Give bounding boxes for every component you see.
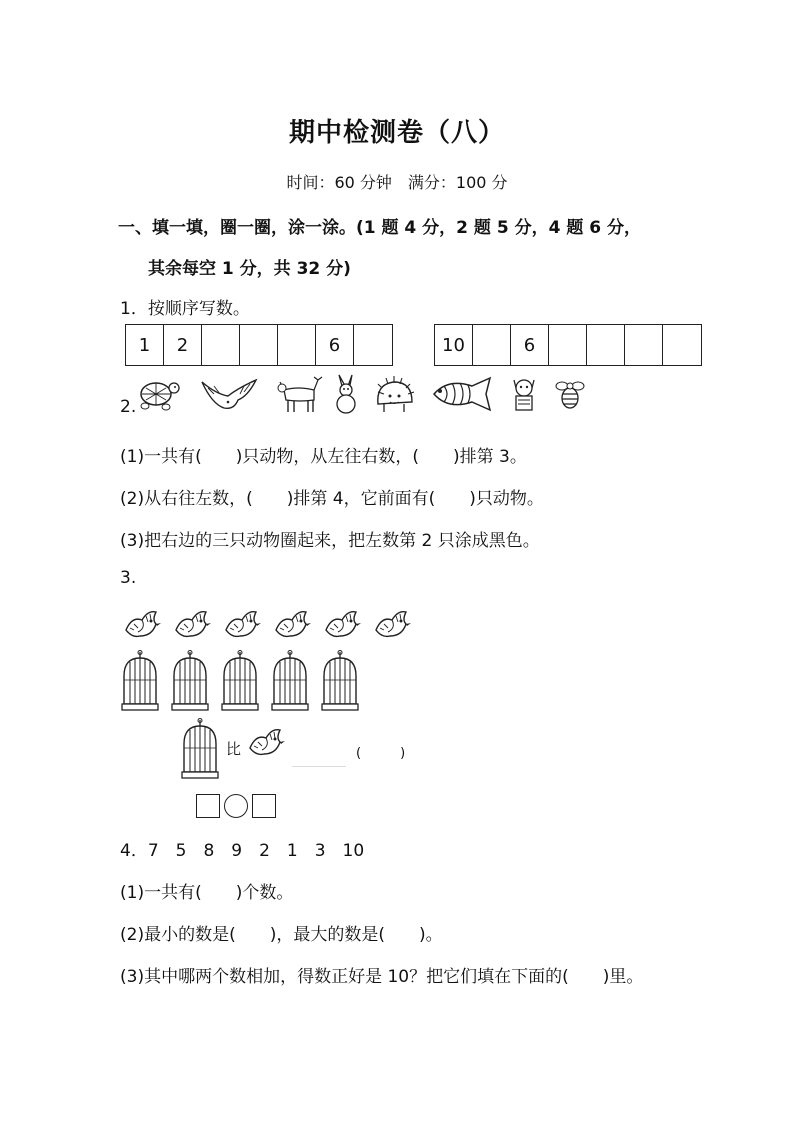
birdcage-icon: [170, 650, 210, 712]
seq-b-cell[interactable]: [549, 325, 587, 365]
q2-sub3: (3)把右边的三只动物圈起来，把左数第 2 只涂成黑色。: [120, 531, 540, 551]
hedgehog-icon: [372, 374, 416, 414]
birdcage-icon: [270, 650, 310, 712]
seq-b-cell[interactable]: 6: [511, 325, 549, 365]
rabbit-icon: [330, 374, 362, 414]
bird-icon: [246, 724, 286, 764]
seq-b-cell[interactable]: [473, 325, 511, 365]
seq-b-cell[interactable]: [625, 325, 663, 365]
q4-sub2: (2)最小的数是( )，最大的数是( )。: [120, 925, 443, 945]
q2-number: 2.: [120, 397, 137, 417]
answer-circle-box[interactable]: [224, 794, 248, 818]
q3-number: 3.: [120, 568, 137, 588]
q1-prompt: 1．按顺序写数。: [120, 299, 250, 319]
q2-sub2: (2)从右往左数，( )排第 4，它前面有( )只动物。: [120, 489, 544, 509]
seq-a-cell[interactable]: [354, 325, 392, 365]
seq-b-cell[interactable]: 10: [435, 325, 473, 365]
deer-icon: [274, 374, 324, 414]
sequence-a: [125, 324, 393, 366]
exam-time-score: 时间：60 分钟 满分：100 分: [286, 173, 508, 192]
birdcage-icon: [120, 650, 160, 712]
seq-a-cell[interactable]: [202, 325, 240, 365]
seq-a-cell[interactable]: [240, 325, 278, 365]
seq-a-cell[interactable]: 6: [316, 325, 354, 365]
answer-square-box[interactable]: [196, 794, 220, 818]
birdcage-icon: [180, 718, 220, 780]
section1-heading-line2: 其余每空 1 分，共 32 分): [148, 259, 351, 279]
compare-word: 比: [226, 740, 242, 758]
q2-sub1: (1)一共有( )只动物，从左往右数，( )排第 3。: [120, 447, 527, 467]
bird-icon: [372, 606, 412, 646]
page-title: 期中检测卷（八）: [288, 118, 505, 148]
bird-icon: [172, 606, 212, 646]
answer-square-box[interactable]: [252, 794, 276, 818]
sequence-b: [434, 324, 702, 366]
bird-icon: [198, 374, 262, 414]
answer-paren[interactable]: ( ): [356, 746, 406, 761]
seq-a-cell[interactable]: [278, 325, 316, 365]
fish-icon: [430, 374, 498, 414]
section1-heading-line1: 一、填一填，圈一圈，涂一涂。(1 题 4 分，2 题 5 分，4 题 6 分，: [118, 218, 642, 238]
seq-a-cell[interactable]: 2: [164, 325, 202, 365]
birdcage-icon: [320, 650, 360, 712]
birdcage-icon: [220, 650, 260, 712]
q4-numbers: 4．7 5 8 9 2 1 3 10: [120, 841, 365, 861]
seq-a-cell[interactable]: 1: [126, 325, 164, 365]
q4-sub3: (3)其中哪两个数相加，得数正好是 10？把它们填在下面的( )里。: [120, 967, 644, 987]
bird-icon: [322, 606, 362, 646]
seq-b-cell[interactable]: [663, 325, 701, 365]
answer-blank-line: [292, 766, 346, 767]
seq-b-cell[interactable]: [587, 325, 625, 365]
bird-icon: [122, 606, 162, 646]
bird-icon: [222, 606, 262, 646]
turtle-icon: [134, 374, 180, 414]
bee-icon: [552, 374, 588, 414]
q4-sub1: (1)一共有( )个数。: [120, 883, 294, 903]
bird-icon: [272, 606, 312, 646]
cat-icon: [506, 374, 542, 414]
